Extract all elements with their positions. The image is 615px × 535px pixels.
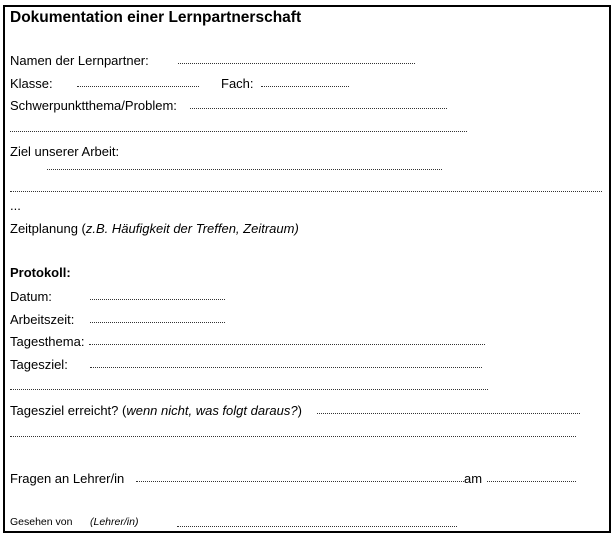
label-zeitplanung: [10, 221, 299, 236]
field-tagesthema[interactable]: [89, 344, 485, 345]
label-tagesziel: Tagesziel:: [10, 357, 68, 372]
protokoll-heading: Protokoll:: [10, 265, 71, 280]
field-fragen[interactable]: [136, 481, 464, 482]
field-datum[interactable]: [90, 299, 225, 300]
label-namen: Namen der Lernpartner:: [10, 53, 149, 68]
field-gesehen[interactable]: [177, 526, 457, 527]
field-klasse[interactable]: [77, 86, 199, 87]
label-fach: Fach:: [221, 76, 254, 91]
field-namen[interactable]: [178, 63, 415, 64]
erreicht-close: ): [297, 403, 302, 418]
document-title: Dokumentation einer Lernpartnerschaft: [10, 9, 302, 26]
label-am: am: [464, 471, 483, 486]
field-fach[interactable]: [261, 86, 349, 87]
label-klasse: Klasse:: [10, 76, 53, 91]
label-ziel: Ziel unserer Arbeit:: [10, 144, 120, 159]
zeitplanung-hint: z.B. Häufigkeit der Treffen, Zeitraum): [85, 221, 299, 236]
label-datum: Datum:: [10, 289, 52, 304]
field-erreicht-line2[interactable]: [10, 436, 576, 437]
document-border: [3, 5, 611, 533]
label-tagesthema: Tagesthema:: [10, 334, 85, 349]
label-gesehen: Gesehen von: [10, 516, 73, 528]
field-am[interactable]: [487, 481, 576, 482]
label-fragen: Fragen an Lehrer/in: [10, 471, 125, 486]
gesehen-hint: (Lehrer/in): [90, 516, 139, 528]
field-schwerpunkt[interactable]: [190, 108, 447, 109]
erreicht-hint: wenn nicht, was folgt daraus?: [126, 403, 298, 418]
erreicht-text: Tagesziel erreicht? (: [10, 403, 127, 418]
field-arbeitszeit[interactable]: [90, 322, 225, 323]
label-schwerpunkt: Schwerpunktthema/Problem:: [10, 98, 177, 113]
field-ziel-line2[interactable]: [10, 191, 602, 192]
label-erreicht: [10, 403, 302, 418]
field-ziel[interactable]: [47, 169, 442, 170]
zeitplanung-text: Zeitplanung (: [10, 221, 86, 236]
field-erreicht[interactable]: [317, 413, 580, 414]
field-tagesziel[interactable]: [90, 367, 482, 368]
field-tagesziel-line2[interactable]: [10, 389, 488, 390]
label-arbeitszeit: Arbeitszeit:: [10, 312, 75, 327]
field-schwerpunkt-line2[interactable]: [10, 131, 467, 132]
ellipsis: ...: [10, 198, 21, 213]
